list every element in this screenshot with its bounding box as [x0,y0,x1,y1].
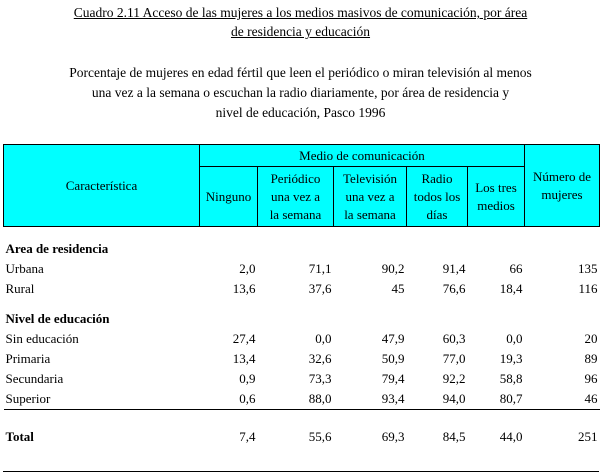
header-radio-line-2: todos los [413,188,461,204]
cell-tres-medios: 18,4 [499,281,523,296]
cell-ninguno: 0,6 [239,391,256,406]
cell-ninguno: 0,9 [239,371,256,386]
cell-tres-medios: 66 [509,261,523,276]
cell-television: 79,4 [381,371,405,386]
header-periodico-line-1: Periódico [270,170,321,186]
cell-ninguno: 13,4 [232,351,256,366]
cell-tres-medios: 44,0 [468,410,525,449]
table-row [4,279,600,299]
row-label: Secundaria [5,371,64,386]
table-title [0,3,601,41]
header-television-line-1: Televisión [343,170,397,186]
cell-numero: 251 [525,410,600,449]
cell-television: 90,2 [381,261,405,276]
cell-periodico: 71,1 [308,261,332,276]
cell-radio: 77,0 [442,351,466,366]
subtitle-line-1: Porcentaje de mujeres en edad fértil que leen el periódico o miran televisión al menos [69,65,532,80]
table-row [4,389,600,410]
cell-ninguno: 2,0 [239,261,256,276]
table-subtitle [0,63,601,123]
cell-television: 45 [391,281,405,296]
table-row [4,329,600,349]
cell-radio: 91,4 [442,261,466,276]
header-ninguno: Ninguno [200,167,258,227]
table-row [4,369,600,389]
header-radio-line-3: días [426,206,448,222]
header-radio [407,167,468,227]
row-label: Sin educación [5,331,79,346]
header-numero-mujeres [525,145,600,227]
header-periodico-line-2: una vez a [270,188,321,204]
row-label: Urbana [5,261,44,276]
cell-radio: 92,2 [442,371,466,386]
total-label: Total [4,410,200,449]
cell-radio: 94,0 [442,391,466,406]
title-line-2: de residencia y educación [230,24,371,39]
section-header [4,309,600,329]
cell-tres-medios: 19,3 [499,351,523,366]
cell-tres-medios: 80,7 [499,391,523,406]
section-title-residencia: Area de residencia [5,241,109,256]
header-tres-medios [468,167,525,227]
cell-numero: 89 [584,351,598,366]
header-radio-line-1: Radio [421,170,453,186]
cell-numero: 116 [578,281,598,296]
header-tres-line-1: Los tres [475,179,517,195]
table-row [4,349,600,369]
header-caracteristica: Característica [4,145,200,227]
header-television-line-3: la semana [344,206,396,222]
table-row [4,259,600,279]
cell-periodico: 73,3 [308,371,332,386]
row-label: Primaria [5,351,51,366]
header-medio-comunicacion: Medio de comunicación [200,145,525,167]
spacer-row [4,299,600,309]
row-label: Rural [5,281,35,296]
data-table [3,144,600,448]
header-television [334,167,407,227]
cell-numero: 20 [584,331,598,346]
header-periodico [258,167,334,227]
row-label: Superior [5,391,51,406]
cell-radio: 76,6 [442,281,466,296]
cell-numero: 96 [584,371,598,386]
cell-television: 69,3 [334,410,407,449]
cell-tres-medios: 58,8 [499,371,523,386]
cell-numero: 135 [578,261,598,276]
cell-radio: 84,5 [407,410,468,449]
header-periodico-line-3: la semana [269,206,322,222]
bottom-rule [3,471,599,472]
header-tres-line-2: medios [477,197,515,213]
cell-numero: 46 [584,391,598,406]
cell-periodico: 55,6 [258,410,334,449]
total-row [4,410,600,449]
subtitle-line-2: una vez a la semana o escuchan la radio diariamente, por área de residencia y [91,85,510,100]
subtitle-line-3: nivel de educación, Pasco 1996 [215,105,386,120]
cell-periodico: 0,0 [315,331,332,346]
cell-tres-medios: 0,0 [506,331,523,346]
cell-periodico: 32,6 [308,351,332,366]
header-numero-line-1: Número de [532,168,592,184]
cell-ninguno: 27,4 [232,331,256,346]
cell-periodico: 88,0 [308,391,332,406]
cell-ninguno: 13,6 [232,281,256,296]
cell-radio: 60,3 [442,331,466,346]
section-title-educacion: Nivel de educación [5,311,110,326]
cell-television: 47,9 [381,331,405,346]
cell-television: 93,4 [381,391,405,406]
section-header [4,239,600,259]
header-numero-line-2: mujeres [541,186,583,202]
title-line-1: Cuadro 2.11 Acceso de las mujeres a los medios masivos de comunicación, por área [73,5,528,20]
cell-television: 50,9 [381,351,405,366]
header-television-line-2: una vez a [345,188,395,204]
spacer-row [4,227,600,240]
cell-ninguno: 7,4 [200,410,258,449]
cell-periodico: 37,6 [308,281,332,296]
